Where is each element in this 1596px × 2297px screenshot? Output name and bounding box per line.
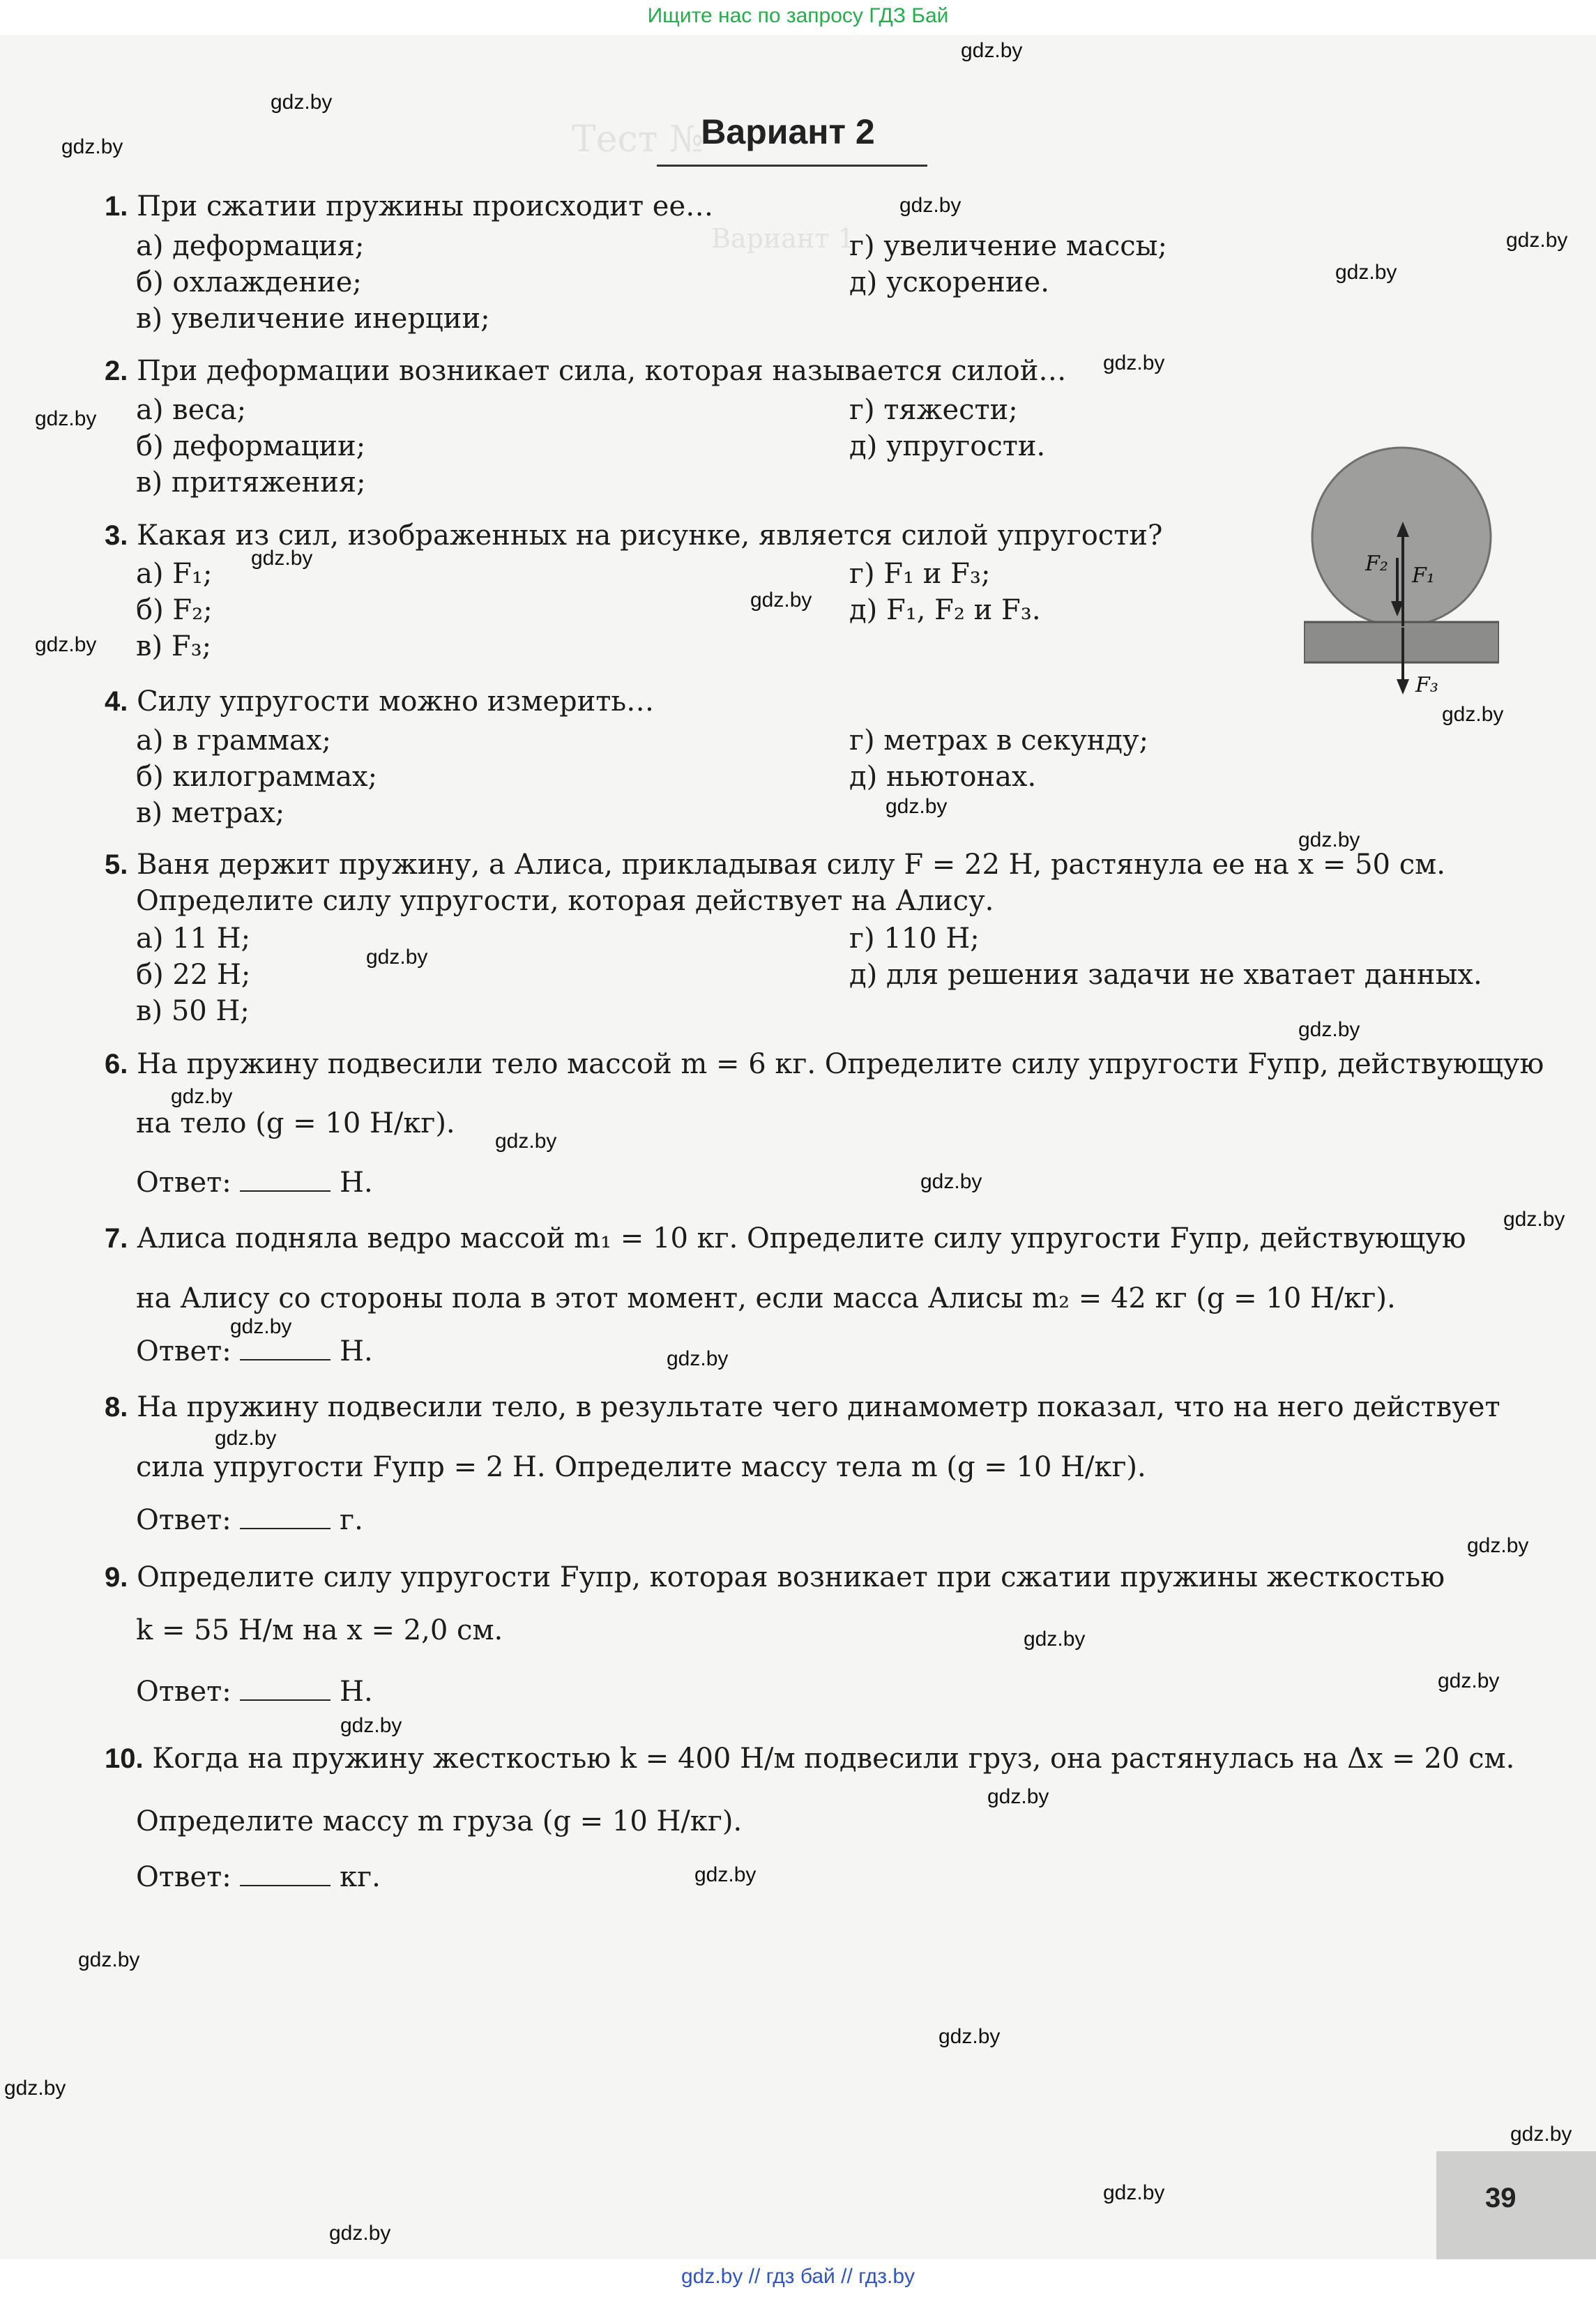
answer-input[interactable] bbox=[240, 1861, 330, 1886]
question-10 bbox=[105, 1741, 1514, 1777]
watermark: gdz.by bbox=[171, 1085, 233, 1108]
bottom-banner[interactable]: gdz.by // гдз бай // гдз.by bbox=[0, 2259, 1596, 2297]
question-text: При сжатии пружины происходит ее… bbox=[137, 190, 714, 222]
watermark: gdz.by bbox=[495, 1130, 557, 1153]
answer-input[interactable] bbox=[240, 1676, 330, 1701]
answer-unit: Н. bbox=[340, 1676, 373, 1708]
page-number-tab bbox=[1436, 2151, 1596, 2259]
answer-row bbox=[136, 1502, 363, 1538]
option-b: б) 22 Н; bbox=[136, 959, 251, 991]
question-number: 2. bbox=[105, 356, 128, 386]
watermark: gdz.by bbox=[1442, 703, 1504, 726]
option-e: д) ускорение. bbox=[849, 266, 1049, 298]
title-underline bbox=[657, 165, 927, 167]
answer-row bbox=[136, 1674, 373, 1710]
option-c: в) притяжения; bbox=[136, 467, 366, 499]
watermark: gdz.by bbox=[1506, 229, 1568, 252]
question-text-cont: k = 55 Н/м на x = 2,0 см. bbox=[136, 1614, 503, 1646]
watermark: gdz.by bbox=[35, 407, 97, 430]
question-number: 5. bbox=[105, 849, 128, 880]
answer-input[interactable] bbox=[240, 1335, 330, 1360]
option-b: б) деформации; bbox=[136, 430, 366, 462]
question-7 bbox=[105, 1220, 1466, 1257]
question-text: Алиса подняла ведро массой m₁ = 10 кг. Определите силу упругости Fупр, действующую bbox=[137, 1222, 1466, 1254]
option-b: б) килограммах; bbox=[136, 761, 378, 793]
watermark: gdz.by bbox=[694, 1863, 757, 1886]
top-banner[interactable]: Ищите нас по запросу ГДЗ Бай bbox=[0, 0, 1596, 35]
question-8 bbox=[105, 1389, 1500, 1425]
answer-input[interactable] bbox=[240, 1504, 330, 1529]
answer-label: Ответ: bbox=[136, 1861, 231, 1893]
watermark: gdz.by bbox=[667, 1347, 729, 1370]
answer-unit: кг. bbox=[340, 1861, 381, 1893]
watermark: gdz.by bbox=[215, 1427, 277, 1450]
option-d: г) увеличение массы; bbox=[849, 230, 1167, 262]
page-title: Вариант 2 bbox=[701, 112, 875, 151]
question-2 bbox=[105, 353, 1066, 389]
bleed-through: Вариант 1 bbox=[711, 223, 855, 254]
page-number: 39 bbox=[1485, 2183, 1517, 2213]
option-d: г) 110 Н; bbox=[849, 923, 980, 955]
watermark: gdz.by bbox=[1024, 1628, 1086, 1651]
answer-unit: Н. bbox=[340, 1335, 373, 1367]
question-number: 4. bbox=[105, 686, 128, 717]
question-number: 7. bbox=[105, 1223, 128, 1254]
option-d: г) метрах в секунду; bbox=[849, 725, 1149, 757]
question-text-cont: на Алису со стороны пола в этот момент, если масса Алисы m₂ = 42 кг (g = 10 Н/кг). bbox=[136, 1282, 1396, 1314]
question-4 bbox=[105, 683, 654, 720]
watermark: gdz.by bbox=[78, 1948, 140, 1971]
question-number: 9. bbox=[105, 1562, 128, 1593]
force-diagram bbox=[1304, 446, 1499, 711]
answer-unit: г. bbox=[340, 1504, 363, 1536]
option-b: б) охлаждение; bbox=[136, 266, 362, 298]
option-d: г) F₁ и F₃; bbox=[849, 558, 991, 590]
question-text: Какая из сил, изображенных на рисунке, является силой упругости? bbox=[137, 520, 1163, 552]
question-number: 1. bbox=[105, 191, 128, 222]
watermark: gdz.by bbox=[329, 2222, 391, 2245]
answer-row bbox=[136, 1859, 381, 1895]
question-text: Силу упругости можно измерить… bbox=[137, 685, 655, 718]
option-a: а) веса; bbox=[136, 394, 247, 426]
watermark: gdz.by bbox=[35, 633, 97, 656]
option-a: а) F₁; bbox=[136, 558, 213, 590]
option-e: д) ньютонах. bbox=[849, 761, 1037, 793]
watermark: gdz.by bbox=[1298, 1018, 1360, 1041]
watermark: gdz.by bbox=[1438, 1669, 1500, 1692]
answer-input[interactable] bbox=[240, 1167, 330, 1192]
question-text: При деформации возникает сила, которая называется силой… bbox=[137, 355, 1067, 387]
label-f3: F₃ bbox=[1415, 673, 1438, 697]
question-number: 6. bbox=[105, 1049, 128, 1079]
answer-unit: Н. bbox=[340, 1167, 373, 1199]
question-number: 8. bbox=[105, 1392, 128, 1423]
option-c: в) метрах; bbox=[136, 797, 285, 829]
question-number: 10. bbox=[105, 1743, 144, 1774]
label-f1: F₁ bbox=[1412, 563, 1435, 588]
question-1 bbox=[105, 188, 713, 225]
watermark: gdz.by bbox=[899, 194, 962, 217]
question-text: Когда на пружину жесткостью k = 400 Н/м подвесили груз, она растянулась на Δx = 20 см. bbox=[152, 1743, 1515, 1775]
question-5 bbox=[105, 847, 1445, 883]
option-c: в) F₃; bbox=[136, 630, 212, 662]
option-e: д) для решения задачи не хватает данных. bbox=[849, 959, 1482, 991]
watermark: gdz.by bbox=[920, 1170, 982, 1193]
question-text: На пружину подвесили тело, в результате чего динамометр показал, что на него действует bbox=[137, 1391, 1500, 1423]
option-a: а) деформация; bbox=[136, 230, 365, 262]
question-6 bbox=[105, 1046, 1544, 1082]
question-text: Ваня держит пружину, а Алиса, прикладывая силу F = 22 Н, растянула ее на x = 50 см. bbox=[137, 849, 1445, 881]
watermark: gdz.by bbox=[251, 547, 313, 570]
option-b: б) F₂; bbox=[136, 594, 213, 626]
watermark: gdz.by bbox=[961, 39, 1023, 62]
watermark: gdz.by bbox=[1467, 1534, 1529, 1557]
question-text-cont: Определите массу m груза (g = 10 Н/кг). bbox=[136, 1805, 743, 1837]
label-f2: F₂ bbox=[1365, 552, 1388, 576]
question-text: На пружину подвесили тело массой m = 6 кг. Определите силу упругости Fупр, действующую bbox=[137, 1048, 1544, 1080]
question-text-cont: на тело (g = 10 Н/кг). bbox=[136, 1107, 455, 1139]
option-e: д) F₁, F₂ и F₃. bbox=[849, 594, 1041, 626]
watermark: gdz.by bbox=[886, 795, 948, 818]
answer-label: Ответ: bbox=[136, 1335, 231, 1367]
watermark: gdz.by bbox=[938, 2025, 1001, 2048]
question-text-cont: Определите силу упругости, которая действует на Алису. bbox=[136, 885, 994, 917]
answer-label: Ответ: bbox=[136, 1504, 231, 1536]
watermark: gdz.by bbox=[230, 1315, 292, 1338]
watermark: gdz.by bbox=[1335, 261, 1397, 284]
watermark: gdz.by bbox=[271, 91, 333, 114]
watermark: gdz.by bbox=[1510, 2123, 1572, 2146]
watermark: gdz.by bbox=[1103, 2181, 1165, 2204]
answer-label: Ответ: bbox=[136, 1167, 231, 1199]
watermark: gdz.by bbox=[750, 589, 812, 612]
watermark: gdz.by bbox=[987, 1785, 1049, 1808]
option-c: в) увеличение инерции; bbox=[136, 303, 490, 335]
watermark: gdz.by bbox=[61, 135, 123, 158]
answer-label: Ответ: bbox=[136, 1676, 231, 1708]
watermark: gdz.by bbox=[1103, 351, 1165, 374]
option-a: а) в граммах; bbox=[136, 725, 331, 757]
option-a: а) 11 Н; bbox=[136, 923, 251, 955]
question-number: 3. bbox=[105, 520, 128, 551]
bleed-through: Тест № bbox=[572, 119, 704, 160]
question-text-cont: сила упругости Fупр = 2 Н. Определите массу тела m (g = 10 Н/кг). bbox=[136, 1451, 1146, 1483]
option-c: в) 50 Н; bbox=[136, 995, 250, 1027]
watermark: gdz.by bbox=[366, 946, 428, 969]
watermark: gdz.by bbox=[1298, 828, 1360, 851]
question-text: Определите силу упругости Fупр, которая возникает при сжатии пружины жесткостью bbox=[137, 1561, 1445, 1593]
watermark: gdz.by bbox=[1503, 1208, 1565, 1231]
answer-row bbox=[136, 1165, 373, 1201]
question-9 bbox=[105, 1559, 1445, 1595]
option-d: г) тяжести; bbox=[849, 394, 1018, 426]
option-e: д) упругости. bbox=[849, 430, 1046, 462]
watermark: gdz.by bbox=[340, 1714, 402, 1737]
watermark: gdz.by bbox=[4, 2077, 66, 2100]
